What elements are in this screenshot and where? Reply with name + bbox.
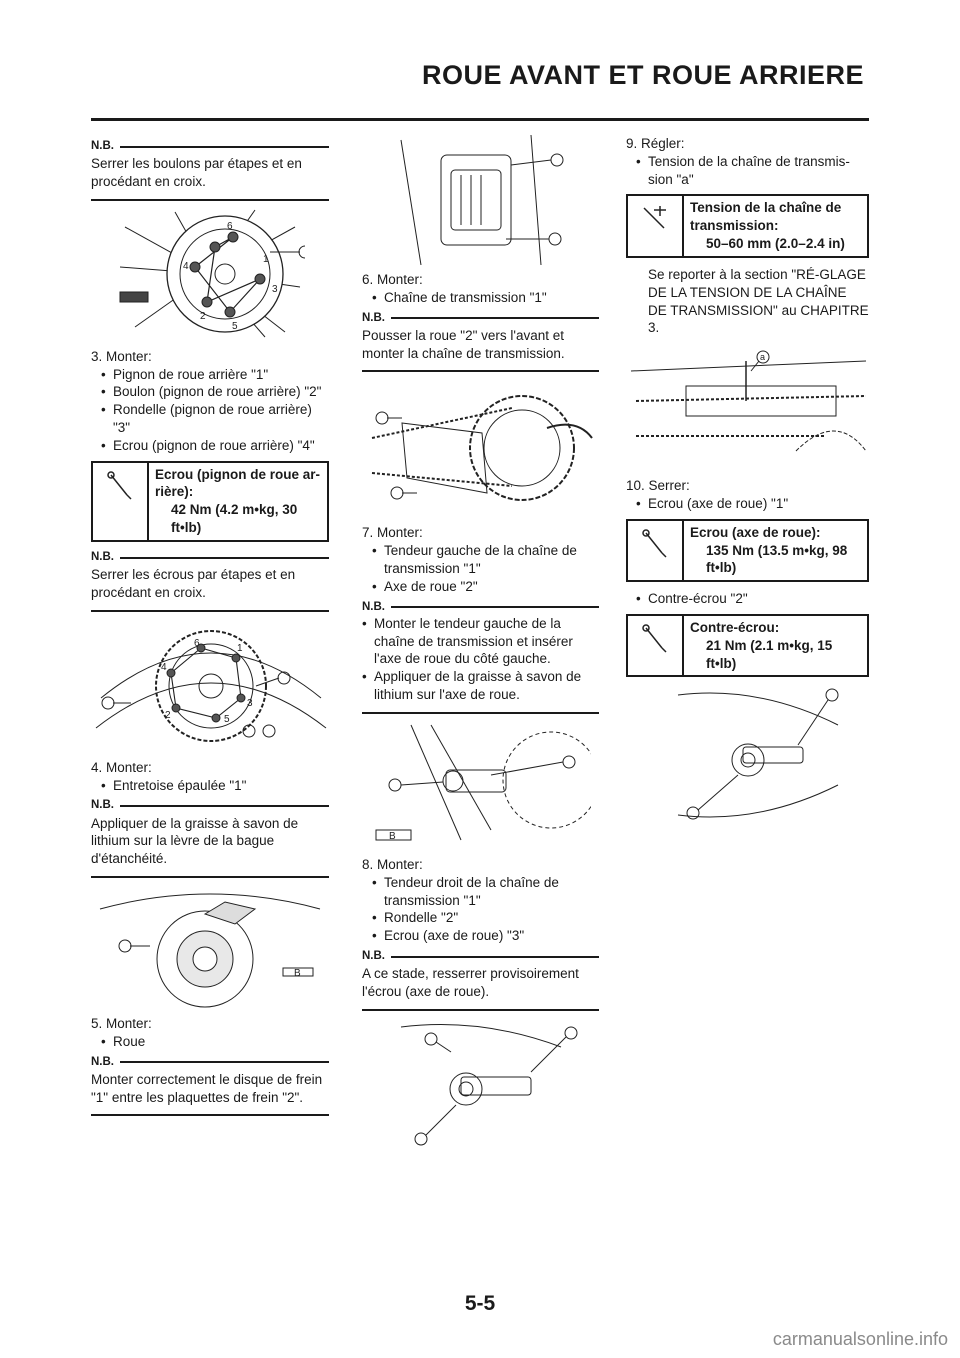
svg-text:3: 3: [272, 283, 278, 295]
nb-heading: N.B.: [362, 600, 599, 615]
chain-install-figure: [362, 378, 599, 518]
spec-title: Ecrou (pignon de roue ar-rière):: [155, 466, 321, 500]
svg-text:B: B: [294, 967, 301, 979]
page-title: ROUE AVANT ET ROUE ARRIERE: [421, 60, 864, 90]
svg-text:1: 1: [263, 253, 269, 265]
header-rule: [91, 118, 869, 121]
nb-heading: N.B.: [91, 798, 329, 813]
svg-text:5: 5: [224, 713, 230, 725]
list-item: • Appliquer de la graisse à savon de lithium sur l'axe de roue.: [362, 668, 599, 704]
list-item: • Chaîne de transmission "1": [372, 289, 599, 307]
spec-value: 135 Nm (13.5 m•kg, 98 ft•lb): [706, 542, 848, 576]
nb-text: A ce stade, resserrer provisoirement l'écrou (axe de roue).: [362, 966, 579, 999]
step-7: 7. Monter: • Tendeur gauche de la chaîne de transmission "1" • Axe de roue "2": [362, 524, 599, 595]
step-8: 8. Monter: • Tendeur droit de la chaîne de transmission "1" • Rondelle "2" • Ecrou (axe de roue) "3": [362, 856, 599, 945]
spec-title: Contre-écrou:: [690, 620, 780, 635]
brake-caliper-figure: [381, 135, 581, 265]
nb-divider: [91, 610, 329, 612]
nb-text: Serrer les écrous par étapes et en procédant en croix.: [91, 567, 296, 600]
column-1: [91, 135, 329, 1122]
nb-divider: [362, 712, 599, 714]
nb-heading: N.B.: [91, 139, 329, 154]
svg-text:B: B: [388, 830, 396, 842]
svg-text:2: 2: [165, 709, 171, 721]
nb-divider: [362, 1009, 599, 1011]
list-item: • Monter le tendeur gauche de la chaîne de transmission et insérer l'axe de roue du côté gauche.: [362, 615, 599, 668]
caliper-gauge-icon: [628, 196, 684, 255]
nb-text: Appliquer de la graisse à savon de lithium sur la lèvre de la bague d'étanchéité.: [91, 815, 299, 867]
spec-title: Ecrou (axe de roue):: [690, 524, 821, 540]
nb-text: Serrer les boulons par étapes et en procédant en croix.: [91, 156, 302, 189]
svg-text:a: a: [760, 352, 766, 363]
reference-note: Se reporter à la section "RÉ-GLAGE DE LA TENSION DE LA CHAÎNE DE TRANSMISSION" au CHAPITRE 3.: [648, 266, 869, 336]
list-item: • Tendeur gauche de la chaîne de transmission "1": [372, 542, 599, 578]
collar-figure: [95, 884, 325, 1009]
torque-spec-box: [91, 461, 329, 542]
list-item: • Pignon de roue arrière "1": [101, 366, 329, 384]
axle-nut-figure: [381, 1017, 581, 1152]
step-4: 4. Monter: • Entretoise épaulée "1": [91, 759, 329, 795]
nb-divider: [362, 370, 599, 372]
list-item: • Rondelle (pignon de roue arrière) "3": [101, 401, 329, 437]
list-item: • Tension de la chaîne de transmis-sion "a": [636, 153, 869, 189]
column-3: [626, 135, 869, 829]
svg-text:6: 6: [227, 220, 233, 232]
axle-tensioner-figure: [371, 720, 591, 850]
list-item: • Ecrou (axe de roue) "1": [636, 495, 869, 513]
page-number: 5-5: [464, 1292, 496, 1315]
nb-heading: N.B.: [91, 1055, 329, 1070]
list-item: • Ecrou (axe de roue) "3": [372, 927, 599, 945]
nb-text: Monter correctement le disque de frein "1" entre les plaquettes de frein "2".: [91, 1071, 323, 1105]
spec-value: 50–60 mm (2.0–2.4 in): [706, 236, 845, 252]
step-6: 6. Monter: • Chaîne de transmission "1": [362, 271, 599, 307]
list-item: • Entretoise épaulée "1": [101, 777, 329, 795]
svg-text:6: 6: [194, 637, 200, 649]
svg-text:1: 1: [237, 642, 243, 654]
axle-nut-spec-box: [626, 519, 869, 582]
spec-value: 21 Nm (2.1 m•kg, 15 ft•lb): [706, 637, 833, 671]
list-item: • Contre-écrou "2": [636, 590, 869, 608]
svg-text:2: 2: [200, 310, 206, 322]
svg-text:3: 3: [247, 697, 253, 709]
list-item: • Boulon (pignon de roue arrière) "2": [101, 383, 329, 401]
list-item: • Tendeur droit de la chaîne de transmission "1": [372, 874, 599, 910]
list-item: • Axe de roue "2": [372, 578, 599, 596]
list-item: • Ecrou (pignon de roue arrière) "4": [101, 437, 329, 455]
nb-text: Pousser la roue "2" vers l'avant et monter la chaîne de transmission.: [362, 327, 565, 361]
column-2: [362, 135, 599, 1156]
nb-heading: N.B.: [362, 949, 599, 964]
torque-wrench-icon: [628, 616, 684, 675]
svg-text:4: 4: [183, 260, 189, 272]
axle-locknut-figure: [648, 685, 848, 825]
nb-heading: N.B.: [362, 311, 599, 326]
step-10: 10. Serrer: • Ecrou (axe de roue) "1": [626, 477, 869, 513]
list-item: • Roue: [101, 1033, 329, 1051]
spec-title: Tension de la chaîne de transmission:: [690, 200, 842, 234]
step-5: 5. Monter: • Roue: [91, 1015, 329, 1051]
watermark: carmanualsonline.info: [772, 1329, 948, 1350]
nb-divider: [91, 199, 329, 201]
step-3: 3. Monter: • Pignon de roue arrière "1" • Boulon (pignon de roue arrière) "2" • Rondelle (pignon de roue arrière) "3" • Ecrou (pignon de roue arrière) "4": [91, 348, 329, 455]
nb-heading: N.B.: [91, 550, 329, 565]
step-9: 9. Régler: • Tension de la chaîne de transmis-sion "a": [626, 135, 869, 188]
nb-divider: [91, 1114, 329, 1116]
torque-wrench-icon: [93, 463, 149, 540]
nb-divider: [91, 876, 329, 878]
svg-text:4: 4: [161, 661, 167, 673]
svg-text:5: 5: [232, 320, 238, 332]
torque-wrench-icon: [628, 521, 684, 580]
chain-tension-spec-box: [626, 194, 869, 257]
locknut-spec-box: [626, 614, 869, 677]
brake-disc-figure: [115, 207, 305, 342]
sprocket-figure: [91, 618, 329, 753]
list-item: • Rondelle "2": [372, 909, 599, 927]
spec-value: 42 Nm (4.2 m•kg, 30 ft•lb): [171, 502, 298, 536]
chain-tension-figure: [626, 341, 869, 471]
